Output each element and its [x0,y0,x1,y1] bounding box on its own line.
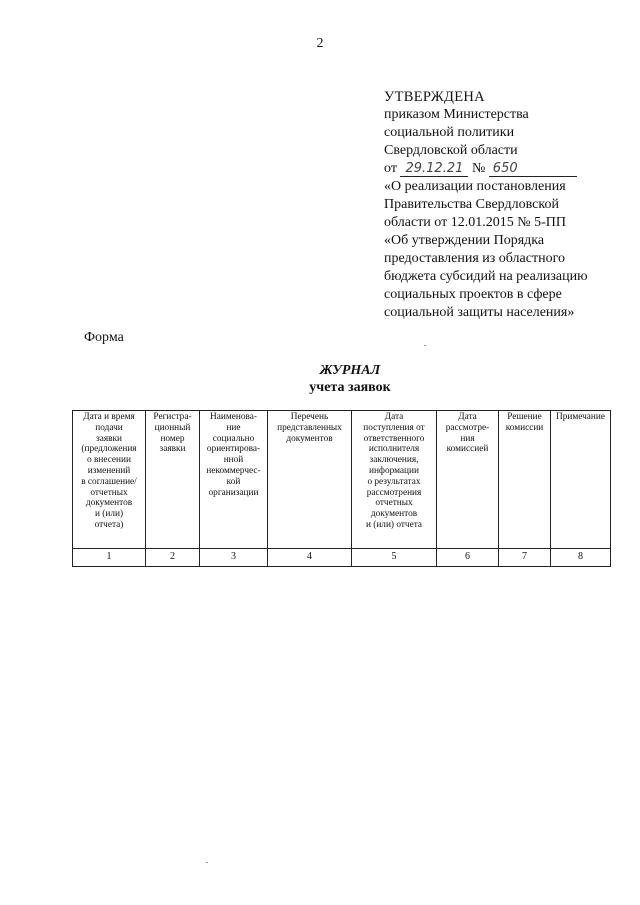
column-header-line: отчетных [375,498,413,509]
column-header-line: исполнителя [368,444,420,455]
column-header-line: о внесении [87,455,131,466]
column-header-line: представленных [277,422,342,433]
column-number: 7 [499,549,551,567]
handwritten-date: 29.12.21 [400,162,468,177]
column-header-line: изменений [87,465,131,476]
column-header-line: заявки [159,444,186,455]
column-header [437,411,499,549]
column-number: 1 [73,549,146,567]
column-header-line: Дата [458,412,477,422]
column-header-line: отчетных [90,487,128,498]
column-header-line: комиссии [505,422,544,433]
column-header-line: социально [212,433,255,444]
column-header-line: (предложения [81,444,137,455]
order-title-line: «Об утверждении Порядка [384,233,545,248]
column-header [268,411,352,549]
approval-date-line [384,160,624,178]
order-title-line: социальной защиты населения» [384,305,575,320]
approval-line: Свердловской области [384,143,518,158]
column-header-line: Решение [507,412,542,422]
journal-subtitle: учета заявок [309,380,391,395]
column-header-line: документов [85,498,133,509]
column-header-line: подачи [95,422,123,433]
table-number-row [73,549,611,567]
column-header [352,411,437,549]
column-number: 5 [352,549,437,567]
order-title-line: предоставления из областного [384,251,565,266]
order-title-line: социальных проектов в сфере [384,287,562,302]
column-number: 4 [268,549,352,567]
order-title-line: «О реализации постановления [384,179,566,194]
column-header [73,411,146,549]
column-header-line: в соглашение/ [81,476,137,487]
column-header-line: Дата и время [83,412,135,422]
scan-speck [206,862,208,863]
column-header [200,411,268,549]
column-number: 6 [437,549,499,567]
column-header-line: ние [226,422,241,433]
column-header-line: кой [226,476,241,487]
column-header [551,411,611,549]
column-header-line: некоммерчес- [206,465,261,476]
column-header-line: отчета) [94,519,124,530]
approval-line: приказом Министерства [384,107,529,122]
date-prefix: от [384,161,397,176]
column-header-line: Примечание [556,412,605,422]
column-header-line: Наименова- [210,412,257,422]
form-label: Форма [84,330,124,345]
column-header-line: документов [286,433,333,444]
journal-title-block [0,362,640,396]
column-header-line: Регистра- [153,412,192,422]
column-header-line: заключения, [369,455,419,466]
column-header-line: и (или) [94,509,124,520]
column-number: 8 [551,549,611,567]
column-header-line: о результатах [367,476,421,487]
order-title-line: Правительства Свердловской [384,197,559,212]
column-header-line: нной [223,455,244,466]
scan-speck [424,345,426,346]
column-number: 2 [146,549,200,567]
column-header-line: Дата [384,412,404,422]
journal-table [72,410,611,567]
column-header-line: рассмотре- [445,422,490,433]
column-header-line: документов [370,509,418,520]
approval-heading: УТВЕРЖДЕНА [384,89,485,105]
column-header-line: ориентирова- [206,444,261,455]
number-label: № [471,161,486,176]
column-header-line: ционный [154,422,191,433]
column-header-line: комиссией [446,444,489,455]
column-header-line: поступления от [363,422,425,433]
column-header-line: ния [460,433,475,444]
column-header-line: номер [160,433,185,444]
column-header-line: и (или) отчета [365,519,423,530]
journal-title: ЖУРНАЛ [319,363,381,378]
column-header-line: информации [368,465,419,476]
table-header-row [73,411,611,549]
column-header-line: ответственного [363,433,425,444]
column-header [499,411,551,549]
order-title-line: бюджета субсидий на реализацию [384,269,588,284]
approval-line: социальной политики [384,125,515,140]
column-header-line: рассмотрения [366,487,422,498]
page-number: 2 [316,36,324,51]
handwritten-number: 650 [489,162,577,177]
order-title-line: области от 12.01.2015 № 5-ПП [384,215,566,230]
column-number: 3 [200,549,268,567]
column-header-line: Перечень [290,412,329,422]
approval-block [384,88,624,322]
column-header-line: организации [208,487,259,498]
column-header [146,411,200,549]
column-header-line: заявки [96,433,122,444]
